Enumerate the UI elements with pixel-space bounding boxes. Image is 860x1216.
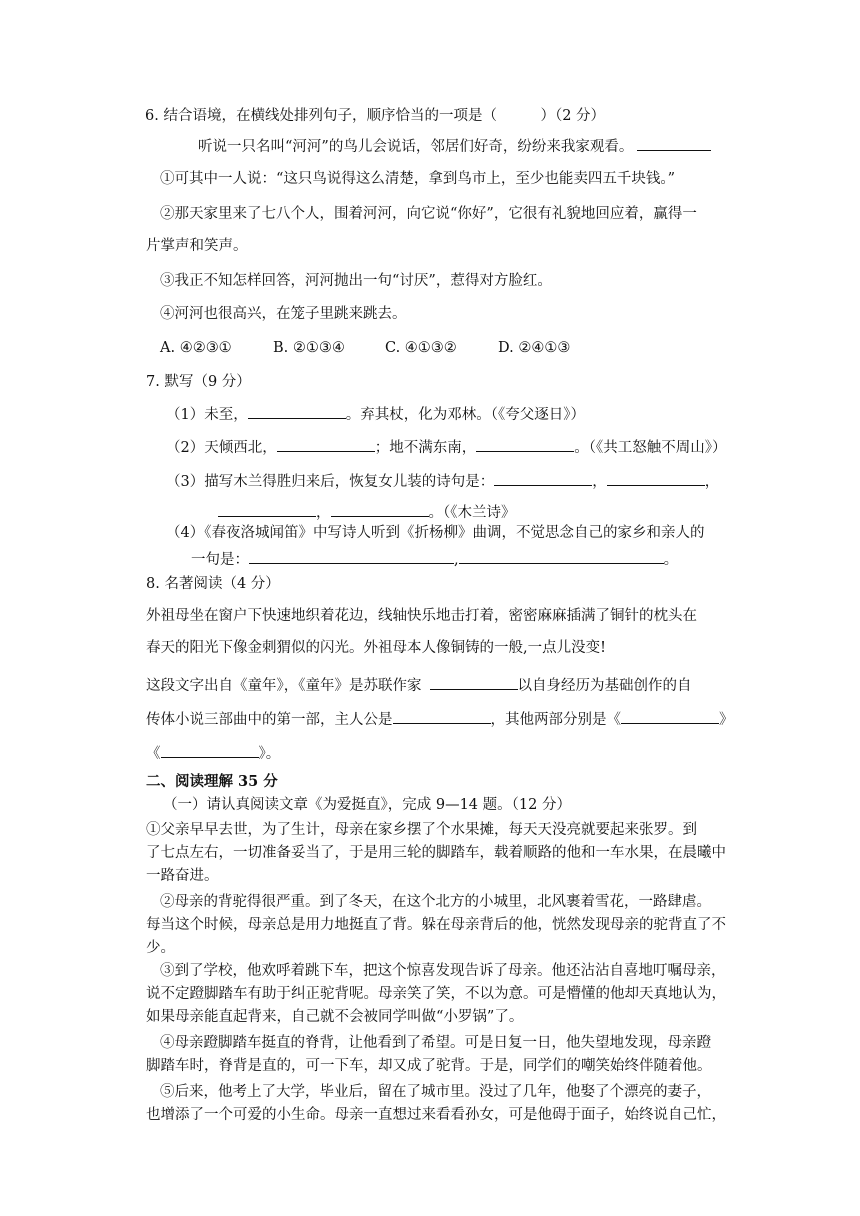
q8-qa-pre: 这段文字出自《童年》，《童年》是苏联作家 [146,678,422,694]
q6-option-a[interactable]: A. ④②③① [160,340,232,356]
q7-p4b-post: 。 [663,552,679,568]
q8-passage-a: 外祖母坐在窗户下快速地织着花边，线轴快乐地击打着，密密麻麻插满了铜针的枕头在 [146,608,697,624]
q7-p2-pre: （2）天倾西北， [166,440,277,456]
q7-part-2 [166,437,726,458]
section2-subheading: （一）请认真阅读文章《为爱挺直》，完成 9—14 题。（12 分） [163,797,571,813]
q8-qb-pre: 传体小说三部曲中的第一部，主人公是 [146,712,393,728]
q7-part-3 [166,471,719,492]
q6-option-c[interactable]: C. ④①③② [385,340,457,356]
article-p1-line-1: ①父亲早早去世，为了生计，母亲在家乡摆了个水果摊，每天天没亮就要起来张罗。到 [146,822,697,838]
article-p2-line-3: 少。 [146,940,175,956]
q8-qc-post: 》。 [258,746,281,762]
article-p2-line-2: 每当这个时候，母亲总是用力地挺直了背。躲在母亲背后的他，恍然发现母亲的驼背直了不 [146,917,726,933]
q6-option-d[interactable]: D. ②④①③ [498,340,571,356]
q7-heading: 7. 默写（9 分） [146,374,251,390]
q7-p2-mid: ；地不满东南， [374,440,477,456]
q8-qb-mid: ，其他两部分别是《 [490,712,621,728]
q7-p1-blank[interactable] [248,404,346,419]
q7-p1-pre: （1）未至， [166,407,248,423]
q7-p3-blank-1[interactable] [494,471,592,486]
q6-heading: 6. 结合语境，在横线处排列句子，顺序恰当的一项是（ ）（2 分） [145,108,606,124]
q7-p4b-sep: , [454,552,459,568]
article-p1-line-3: 一路奋进。 [146,868,219,884]
q6-sentence-3: ③我正不知怎样回答，河河抛出一句“讨厌”，惹得对方脸红。 [160,273,552,289]
section2-heading: 二、阅读理解 35 分 [146,773,278,790]
article-p5-line-2: 也增添了一个可爱的小生命。母亲一直想过来看看孙女，可是他碍于面子，始终说自己忙， [146,1107,726,1123]
q7-p4b-pre: 一句是： [191,552,249,568]
q7-p3-sep1: ， [592,474,607,490]
q6-answer-blank[interactable] [637,136,711,151]
q8-question-c [146,743,280,764]
q8-author-blank[interactable] [430,675,518,690]
q7-part-3-cont [218,502,516,523]
article-p2-line-1: ②母亲的背驼得很严重。到了冬天，在这个北方的小城里，北风裹着雪花，一路肆虐。 [160,894,711,910]
q7-p3-pre: （3）描写木兰得胜归来后，恢复女儿装的诗句是： [166,474,495,490]
q7-p3-blank-3[interactable] [218,502,316,517]
q7-p3-blank-4[interactable] [331,502,429,517]
article-p4-line-2: 脚踏车时，脊背是直的，可一下车，却又成了驼背。于是，同学们的嘲笑始终伴随着他。 [146,1058,712,1074]
q8-qc-pre: 《 [146,746,161,762]
q7-p3-blank-2[interactable] [607,471,705,486]
article-p4-line-1: ④母亲蹬脚踏车挺直的脊背，让他看到了希望。可是日复一日，他失望地发现，母亲蹬 [160,1035,711,1051]
q8-qa-post: 以自身经历为基础创作的自 [517,678,692,694]
q7-p2-blank-2[interactable] [476,437,574,452]
q7-part-1 [166,404,585,425]
q8-protagonist-blank[interactable] [393,709,491,724]
q8-book-blank-1[interactable] [621,709,719,724]
q8-heading: 8. 名著阅读（4 分） [146,576,280,592]
q6-intro-text: 听说一只名叫“河河”的鸟儿会说话，邻居们好奇，纷纷来我家观看。 [198,139,634,155]
q7-p2-blank-1[interactable] [277,437,375,452]
q7-p3-sep2: ， [704,474,720,490]
q7-p4-blank-1[interactable] [249,549,454,564]
q6-sentence-2b: 片掌声和笑声。 [146,238,248,254]
q7-part-4a: （4）《春夜洛城闻笛》中写诗人听到《折杨柳》曲调，不觉思念自己的家乡和亲人的 [166,525,705,541]
q8-qb-post: 》 [719,712,734,728]
q8-question-a [146,675,692,696]
q7-p3-sep3: ， [316,505,331,521]
article-p3-line-3: 如果母亲能直起背来，自己就不会被同学叫做“小罗锅”了。 [146,1009,524,1025]
q6-intro [198,136,711,157]
article-p3-line-2: 说不定蹬脚踏车有助于纠正驼背呢。母亲笑了笑，不以为意。可是懵懂的他却天真地认为， [146,986,726,1002]
q7-p4-blank-2[interactable] [459,549,664,564]
q6-sentence-1: ①可其中一人说：“这只鸟说得这么清楚，拿到鸟市上，至少也能卖四五千块钱。” [160,171,676,187]
q7-p3-post: 。（《木兰诗》 [428,505,516,521]
q8-question-b [146,709,734,730]
article-p3-line-1: ③到了学校，他欢呼着跳下车，把这个惊喜发现告诉了母亲。他还沾沾自喜地叮嘱母亲， [160,963,726,979]
q7-p2-post: 。（《共工怒触不周山》） [574,440,727,456]
q6-option-b[interactable]: B. ②①③④ [273,340,345,356]
q8-book-blank-2[interactable] [161,743,259,758]
q8-passage-b: 春天的阳光下像金刺猬似的闪光。外祖母本人像铜铸的一般,一点儿没变! [146,640,606,656]
q6-sentence-4: ④河河也很高兴，在笼子里跳来跳去。 [160,306,407,322]
q7-part-4b [191,549,678,570]
q6-sentence-2a: ②那天家里来了七八个人，围着河河，向它说“你好”，它很有礼貌地回应着，赢得一 [160,206,697,222]
article-p5-line-1: ⑤后来，他考上了大学，毕业后，留在了城市里。没过了几年，他娶了个漂亮的妻子， [160,1084,711,1100]
article-p1-line-2: 了七点左右，一切准备妥当了，于是用三轮的脚踏车，载着顺路的他和一车水果，在晨曦中 [146,845,726,861]
q7-p1-post: 。弃其杖，化为邓林。（《夸父逐日》） [345,407,585,423]
